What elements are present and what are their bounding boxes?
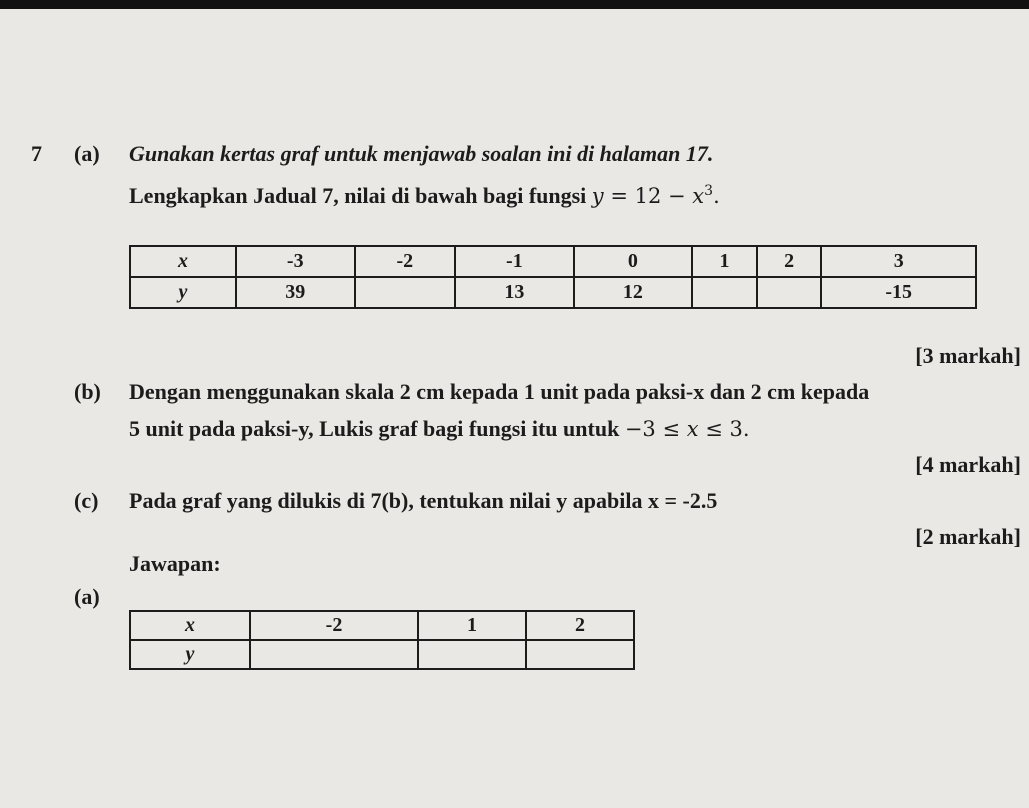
part-b-marks: [4 markah] [915, 452, 1021, 477]
part-b-line2-text: 5 unit pada paksi-y, Lukis graf bagi fungsi itu untuk [129, 416, 620, 441]
answer-heading: Jawapan: [129, 551, 221, 576]
part-c-label: (c) [74, 488, 99, 513]
part-b-line1: Dengan menggunakan skala 2 cm kepada 1 unit pada paksi-x dan 2 cm kepada [129, 379, 870, 404]
y-value-cell: -15 [821, 277, 976, 308]
x-value-cell: 0 [574, 246, 693, 277]
x-value-cell: 2 [757, 246, 822, 277]
part-a-prompt [129, 183, 720, 209]
x-value-cell: -3 [236, 246, 355, 277]
x-value-cell: 1 [692, 246, 757, 277]
y-answer-cell[interactable] [526, 640, 634, 669]
x-value-cell: -2 [250, 611, 418, 640]
table-row-y [130, 640, 634, 669]
table-row-y [130, 277, 976, 308]
table-7 [129, 245, 977, 309]
y-header-cell: y [130, 640, 250, 669]
function-expression: $y = 12 - x^3$. [591, 183, 720, 208]
y-value-cell[interactable] [692, 277, 757, 308]
y-value-cell[interactable] [355, 277, 456, 308]
question-number: 7 [31, 141, 42, 166]
x-header-cell: x [130, 611, 250, 640]
part-a-instruction: Gunakan kertas graf untuk menjawab soalan ini di halaman 17. [129, 141, 714, 166]
part-a-prompt-text: Lengkapkan Jadual 7, nilai di bawah bagi fungsi [129, 183, 587, 208]
y-header-cell: y [130, 277, 236, 308]
x-value-cell: -1 [455, 246, 574, 277]
answer-table [129, 610, 635, 670]
part-c-marks: [2 markah] [915, 524, 1021, 549]
part-b-line2 [129, 416, 750, 442]
part-a-marks: [3 markah] [915, 343, 1021, 368]
x-value-cell: 3 [821, 246, 976, 277]
table-row-x [130, 611, 634, 640]
x-value-cell: -2 [355, 246, 456, 277]
y-value-cell: 12 [574, 277, 693, 308]
answer-a-label: (a) [74, 584, 100, 609]
table-row-x [130, 246, 976, 277]
x-header-cell: x [130, 246, 236, 277]
x-value-cell: 2 [526, 611, 634, 640]
x-value-cell: 1 [418, 611, 526, 640]
part-c-text: Pada graf yang dilukis di 7(b), tentukan nilai y apabila x = -2.5 [129, 488, 718, 513]
part-b-label: (b) [74, 379, 101, 404]
y-answer-cell[interactable] [250, 640, 418, 669]
y-value-cell[interactable] [757, 277, 822, 308]
photo-top-edge [0, 0, 1029, 9]
y-value-cell: 13 [455, 277, 574, 308]
part-a-label: (a) [74, 141, 100, 166]
range-expression: −3 ≤ x ≤ 3. [624, 417, 750, 441]
y-value-cell: 39 [236, 277, 355, 308]
y-answer-cell[interactable] [418, 640, 526, 669]
